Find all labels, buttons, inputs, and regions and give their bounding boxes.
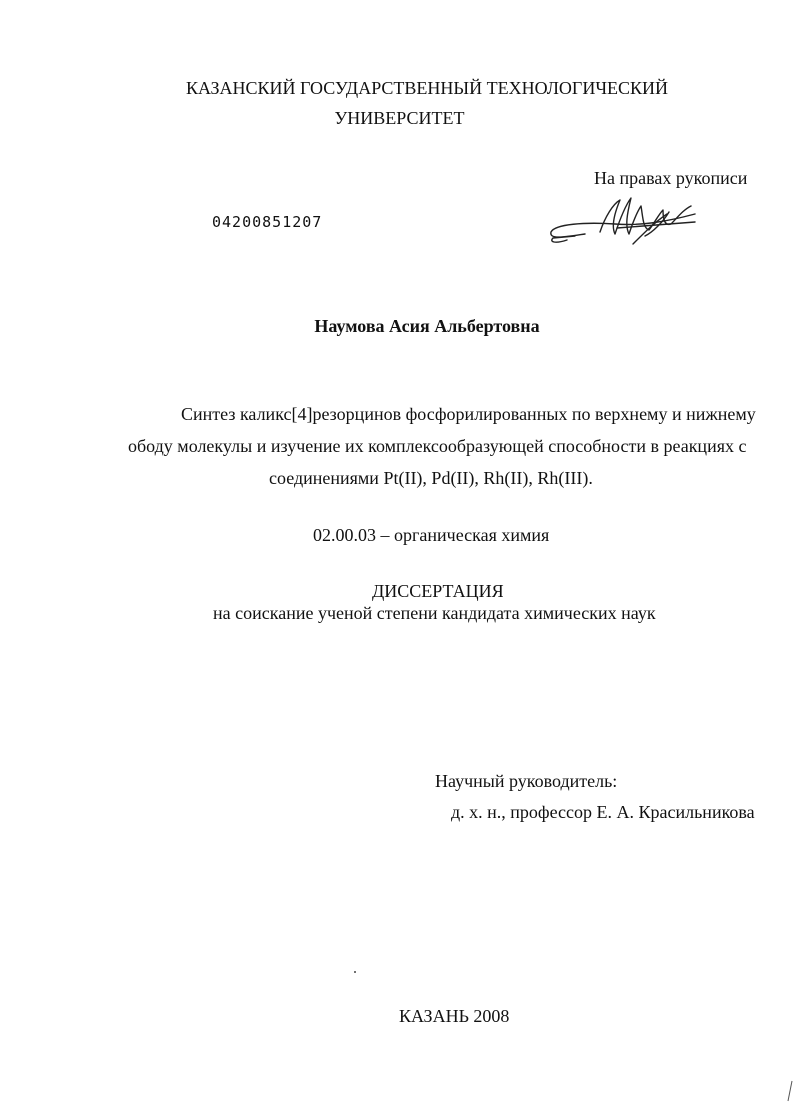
author-name: Наумова Асия Альбертовна xyxy=(314,316,540,336)
supervisor-name: д. х. н., профессор Е. А. Красильникова xyxy=(451,802,755,822)
title-line2: ободу молекулы и изучение их комплексообразующей способности в реакциях с xyxy=(128,436,747,456)
university-name-line2: УНИВЕРСИТЕТ xyxy=(334,108,465,128)
footer-city-year: КАЗАНЬ 2008 xyxy=(399,1006,510,1026)
specialty: 02.00.03 – органическая химия xyxy=(313,525,550,545)
title-line1: Синтез каликс[4]резорцинов фосфорилированных по верхнему и нижнему xyxy=(181,404,756,424)
catalog-number: 04200851207 xyxy=(212,213,323,231)
scan-edge-mark-icon xyxy=(786,1080,794,1102)
manuscript-note: На правах рукописи xyxy=(594,168,748,188)
supervisor-label: Научный руководитель: xyxy=(435,771,618,791)
title-line3: соединениями Pt(II), Pd(II), Rh(II), Rh(III). xyxy=(269,468,593,488)
signature-icon xyxy=(545,192,710,257)
university-name-line1: КАЗАНСКИЙ ГОСУДАРСТВЕННЫЙ ТЕХНОЛОГИЧЕСКИЙ xyxy=(185,78,669,98)
scan-speck xyxy=(354,971,356,973)
work-type: ДИССЕРТАЦИЯ xyxy=(372,581,504,601)
degree: на соискание ученой степени кандидата химических наук xyxy=(213,603,656,623)
